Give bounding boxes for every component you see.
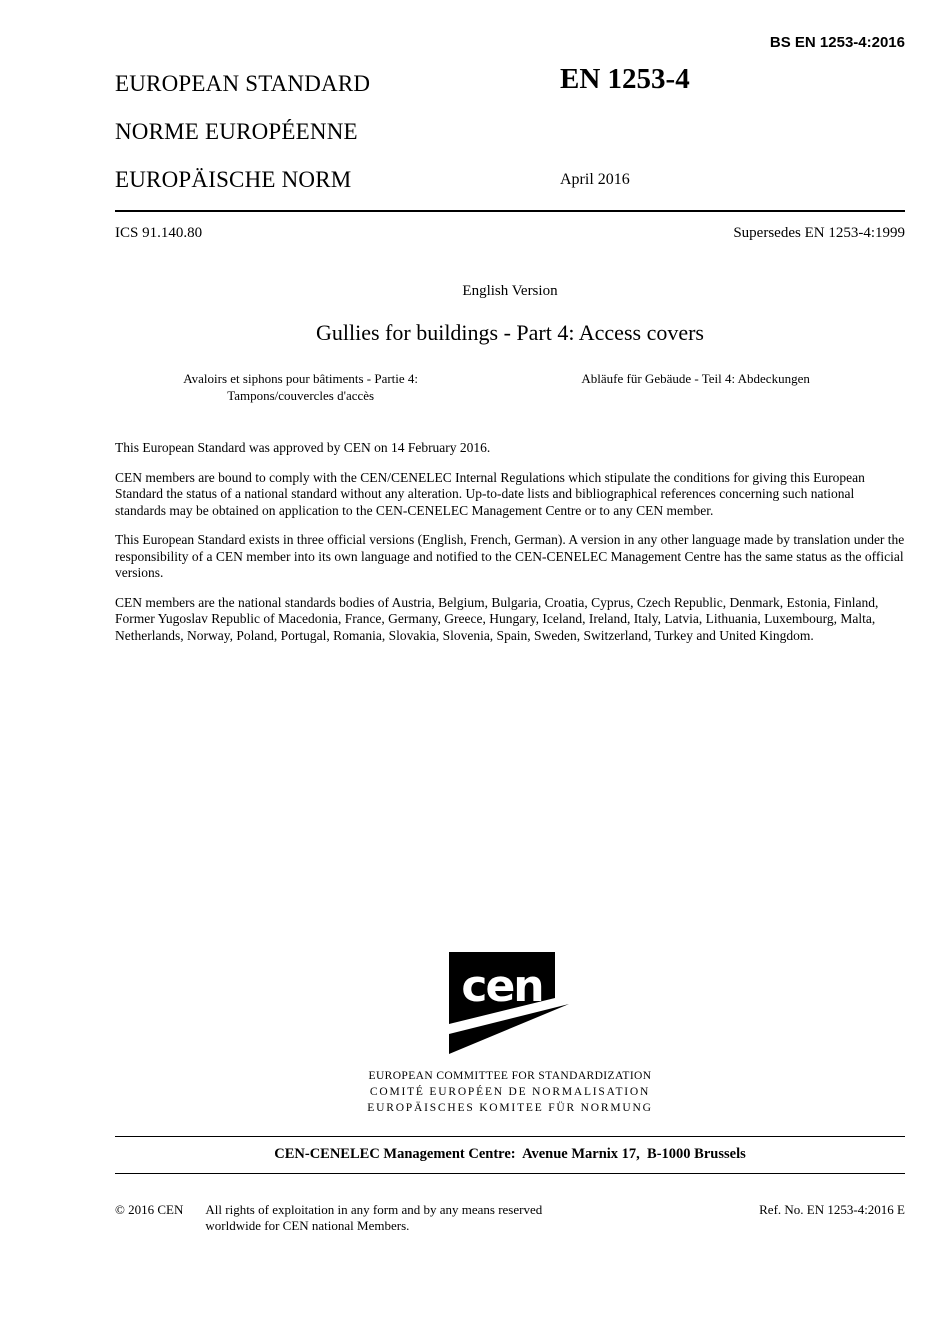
reference-number: Ref. No. EN 1253-4:2016 E [759,1202,905,1217]
version-label: English Version [462,283,558,299]
paragraph-regulations: CEN members are bound to comply with the CEN/CENELEC Internal Regulations which stipulate the conditions for giving this European Standard the status of a national standard without any alteration. Up-to-date lists and bibliographical references concerning such national standards may be obtained on application to the CEN-CENELEC Management Centre or to any CEN member. [115,469,865,518]
committee-french: COMITÉ EUROPÉEN DE NORMALISATION [369,1086,651,1098]
paragraph-versions: This European Standard exists in three official versions (English, French, German). A version in any other language made by translation under the responsibility of a CEN member into its own language and notified to the CEN-CENELEC Management Centre has the same status as the official versions. [115,532,905,580]
committee-german: EUROPÄISCHES KOMITEE FÜR NORMUNG [367,1102,653,1114]
standard-number: EN 1253-4 [560,63,690,95]
bottom-block [115,952,905,1234]
cen-logo-graphic [449,952,571,1056]
meta-row [115,224,905,242]
rights-line2: worldwide for CEN national Members. [205,1218,410,1233]
management-centre-bar: CEN-CENELEC Management Centre: Avenue Marnix 17, B-1000 Brussels [115,1136,905,1174]
body-text [115,440,905,644]
publication-date: April 2016 [560,171,630,188]
rights-line1: All rights of exploitation in any form and by any means reserved [205,1202,543,1217]
header [115,60,905,204]
paragraph-members: CEN members are the national standards bodies of Austria, Belgium, Bulgaria, Croatia, Cyprus, Czech Republic, Denmark, Estonia, Finland, Former Yugoslav Republic of Macedonia, France, Germany, Greece, Hungary, Iceland, Ireland, Italy, Latvia, Lithuania, Luxembourg, Malta, Netherlands, Norway, Poland, Portugal, Romania, Slovakia, Slovenia, Spain, Sweden, Switzerland, Turkey and United Kingdom. [115,594,879,643]
committee-names [115,1068,905,1116]
ics-code: ICS 91.140.80 [115,225,203,241]
supersedes-note: Supersedes EN 1253-4:1999 [733,225,905,241]
footer [115,1202,905,1234]
title-french-line1: Avaloirs et siphons pour bâtiments - Partie 4: [183,371,419,386]
paragraph-approval: This European Standard was approved by CEN on 14 February 2016. [115,440,491,455]
committee-english: EUROPEAN COMMITTEE FOR STANDARDIZATION [368,1070,652,1082]
copyright-notice: © 2016 CEN [115,1202,184,1217]
cen-logo-text: cen [461,961,543,1012]
title-french-line2: Tampons/couvercles d'accès [227,388,375,403]
standard-titles [115,60,905,204]
document-title: Gullies for buildings - Part 4: Access covers [316,320,704,345]
rights-statement [205,1202,542,1234]
title-french [115,370,486,404]
header-divider [115,210,905,212]
title-german: Abläufe für Gebäude - Teil 4: Abdeckungen [581,371,810,386]
standard-title-german: EUROPÄISCHE NORM [115,167,352,192]
doc-reference: BS EN 1253-4:2016 [769,34,905,51]
cen-logo [115,952,905,1056]
translated-titles [115,370,905,404]
standard-title-english: EUROPEAN STANDARD [115,71,371,96]
standard-title-french: NORME EUROPÉENNE [115,119,358,144]
